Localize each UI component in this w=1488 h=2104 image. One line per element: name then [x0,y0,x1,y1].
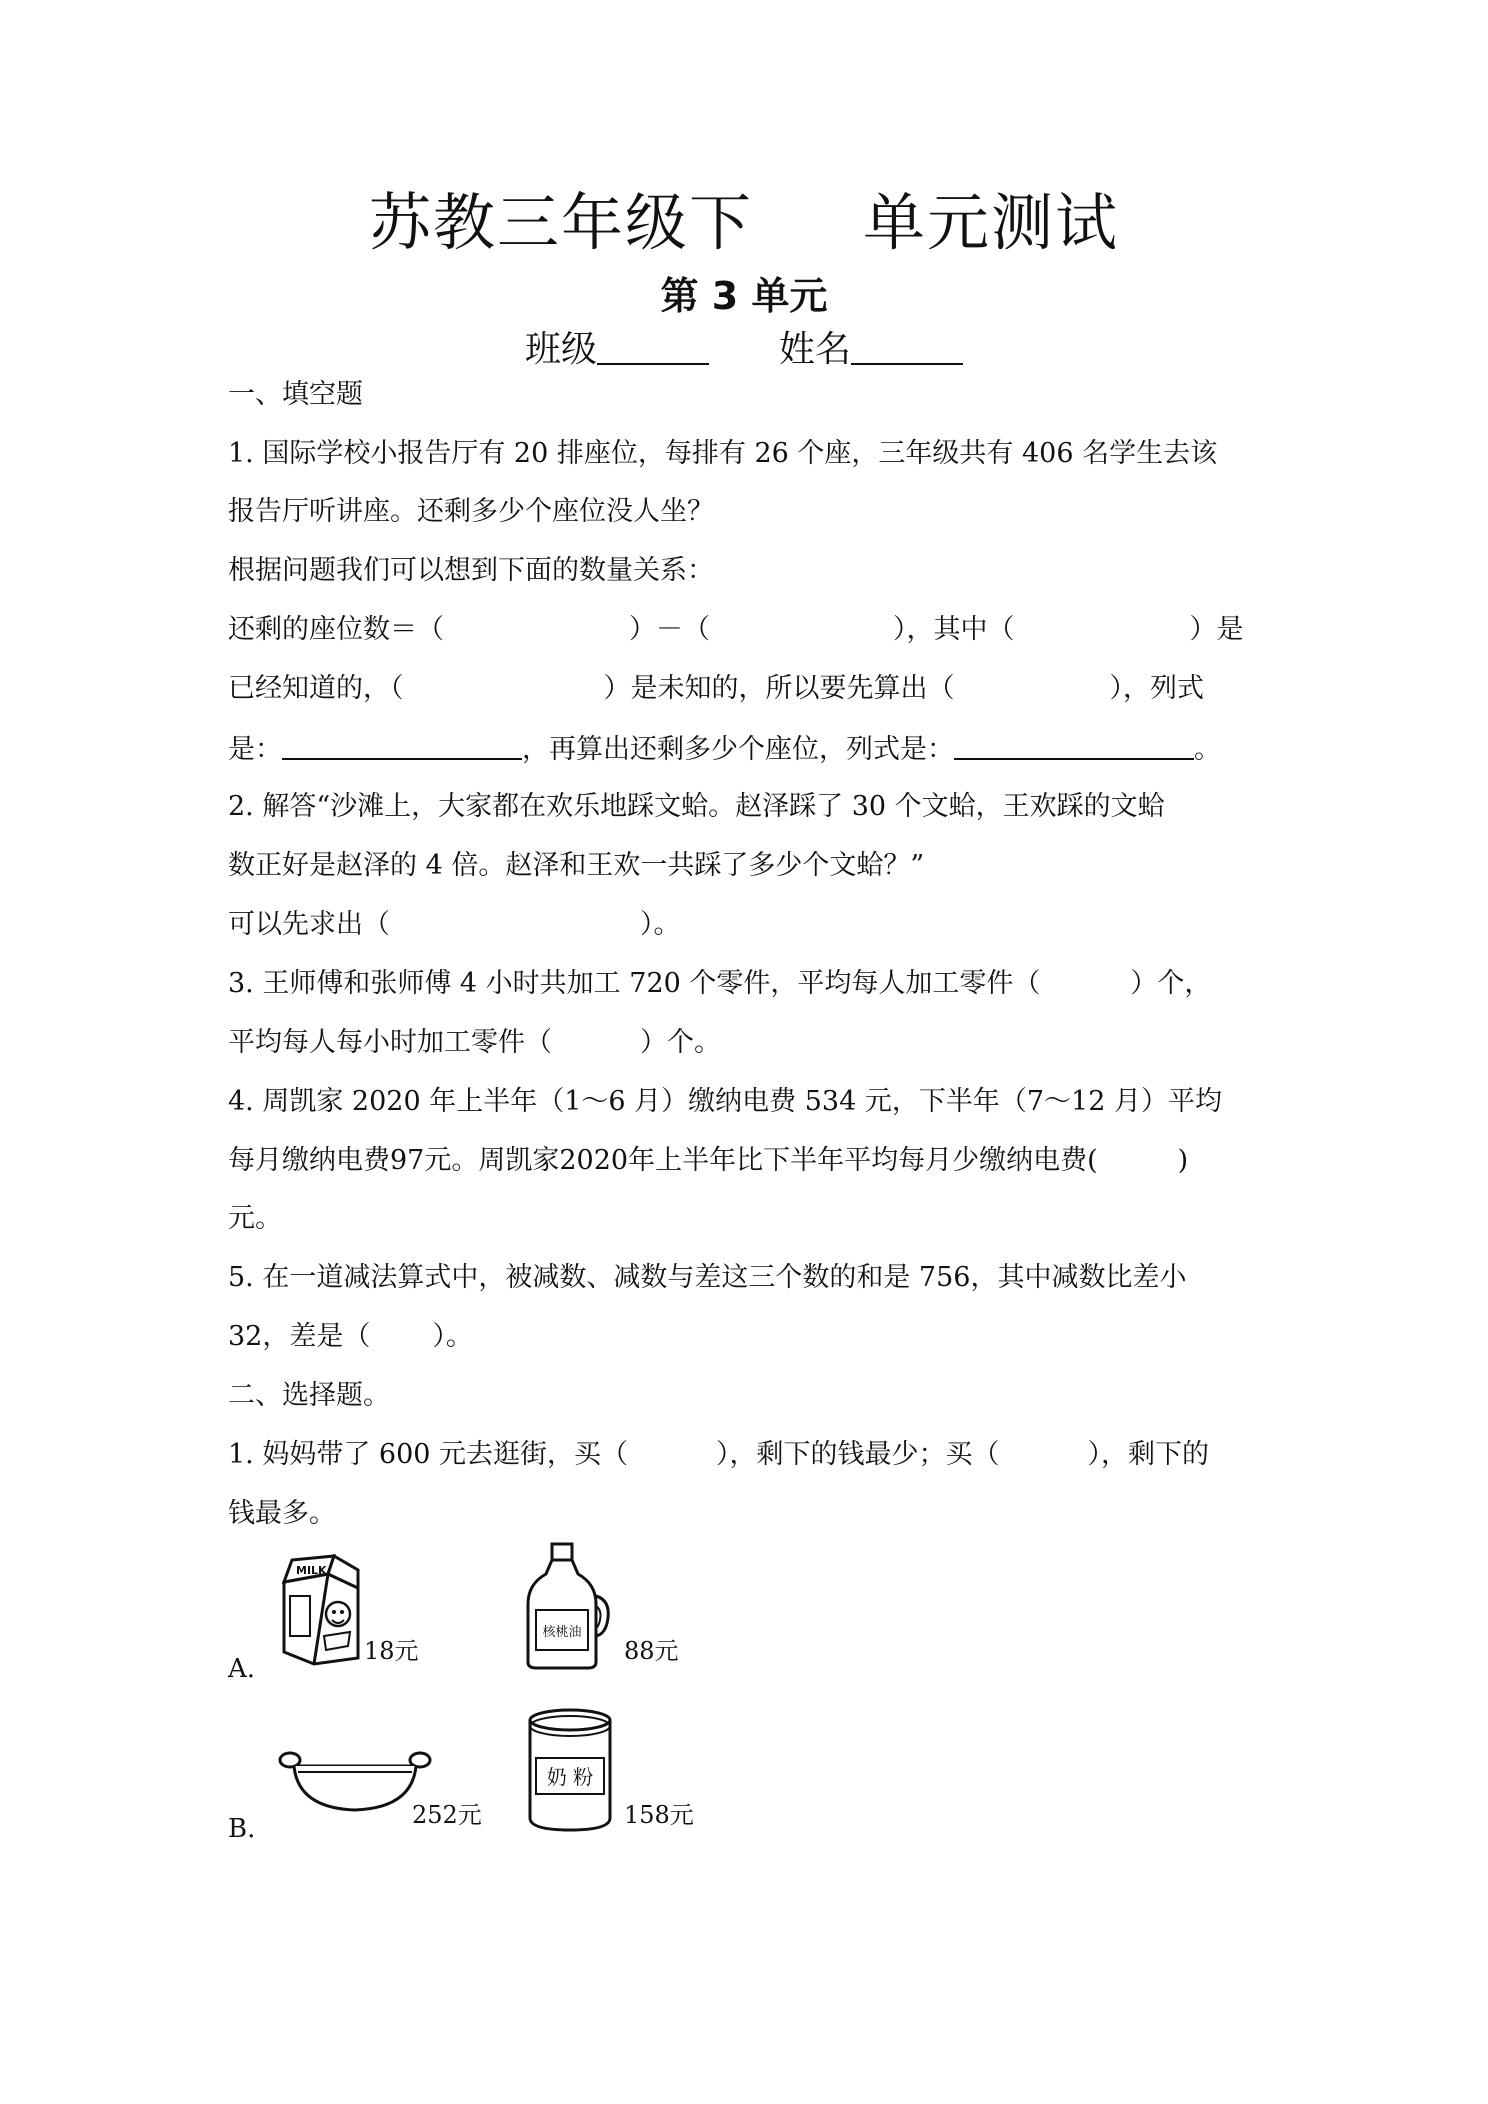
q1-formula-blank-2[interactable] [954,728,1194,760]
milk-powder-price: 158元 [624,1801,694,1829]
option-b-label[interactable]: B. [228,1814,256,1844]
q5-line1: 5. 在一道减法算式中，被减数、减数与差这三个数的和是 756，其中减数比差小 [228,1262,1187,1293]
class-label: 班级 [524,329,597,370]
fill-section-heading: 一、填空题 [228,379,363,410]
name-label: 姓名 [779,329,852,370]
q5-text-a: 32，差是（ [228,1321,371,1352]
milk-carton-icon [278,1552,362,1666]
q1-line4 [228,610,1278,650]
wok-icon [276,1746,434,1816]
q4-line3: 元。 [228,1203,282,1234]
q4-text-b: ) [1177,1145,1189,1176]
c1-text-c: ），剩下的 [1087,1439,1210,1470]
q1-text-a: 还剩的座位数＝（ [228,614,444,645]
q1-text-i: ，再算出还剩多少个座位，列式是： [522,734,954,765]
name-blank[interactable] [851,327,963,365]
q1-text-h: 是： [228,734,282,765]
q3-line1 [228,964,1278,1004]
q3-line2 [228,1023,1278,1063]
c1-line2: 钱最多。 [228,1498,336,1529]
q1-text-d: ）是 [1189,614,1244,645]
q1-text-b: ）－（ [629,614,710,645]
q1-text-f: ）是未知的，所以要先算出（ [603,673,955,704]
title-right: 单元测试 [863,186,1120,259]
q2-line3 [228,905,1278,945]
q1-formula-blank-1[interactable] [282,728,522,760]
page-title [0,178,1488,268]
q3-text-d: ）个。 [640,1027,721,1058]
q1-text-e: 已经知道的，（ [228,673,404,704]
q2-text-a: 可以先求出（ [228,909,390,940]
choice-section-heading: 二、选择题。 [228,1380,390,1411]
q4-line2 [228,1141,1278,1181]
q5-line2 [228,1317,1278,1357]
q2-line1: 2. 解答“沙滩上，大家都在欢乐地踩文蛤。赵泽踩了 30 个文蛤，王欢踩的文蛤 [228,791,1165,822]
q1-line2: 报告厅听讲座。还剩多少个座位没人坐？ [228,496,714,527]
oil-bottle-icon [522,1540,612,1672]
q1-line6 [228,728,1278,770]
q2-text-b: ）。 [640,909,681,940]
oil-bottle-text: 核桃油 [542,1625,582,1640]
q1-text-j: 。 [1194,734,1221,765]
q1-text-g: ），列式 [1109,673,1204,704]
milk-powder-text: 奶 粉 [546,1765,594,1789]
c1-line1 [228,1435,1278,1475]
milk-price: 18元 [364,1637,419,1665]
c1-text-b: ），剩下的钱最少；买（ [716,1439,1000,1470]
oil-price: 88元 [624,1637,679,1665]
q2-line2: 数正好是赵泽的 4 倍。赵泽和王欢一共踩了多少个文蛤？” [228,850,925,881]
class-blank[interactable] [597,327,709,365]
q4-line1: 4. 周凯家 2020 年上半年（1～6 月）缴纳电费 534 元，下半年（7～12 月）平均 [228,1086,1222,1117]
q3-text-c: 平均每人每小时加工零件（ [228,1027,552,1058]
unit-subtitle: 第 3 单元 [660,274,828,318]
c1-text-a: 1. 妈妈带了 600 元去逛街，买（ [228,1439,629,1470]
student-info-line [0,322,1488,378]
q3-text-b: ）个， [1130,968,1212,999]
q1-line1: 1. 国际学校小报告厅有 20 排座位，每排有 26 个座，三年级共有 406 名学生去该 [228,438,1218,469]
milk-powder-can-icon [524,1704,616,1834]
title-left: 苏教三年级下 [368,186,753,259]
milk-carton-text: MILK [296,1564,327,1577]
q3-text-a: 3. 王师傅和张师傅 4 小时共加工 720 个零件，平均每人加工零件（ [228,968,1041,999]
q1-line5 [228,669,1278,709]
wok-price: 252元 [412,1801,482,1829]
q1-line3: 根据问题我们可以想到下面的数量关系： [228,555,714,586]
option-a-label[interactable]: A. [228,1654,256,1684]
q4-text-a: 每月缴纳电费97元。周凯家2020年上半年比下半年平均每月少缴纳电费( [228,1145,1098,1176]
q1-text-c: ），其中（ [893,614,1015,645]
q5-text-b: ）。 [432,1321,473,1352]
